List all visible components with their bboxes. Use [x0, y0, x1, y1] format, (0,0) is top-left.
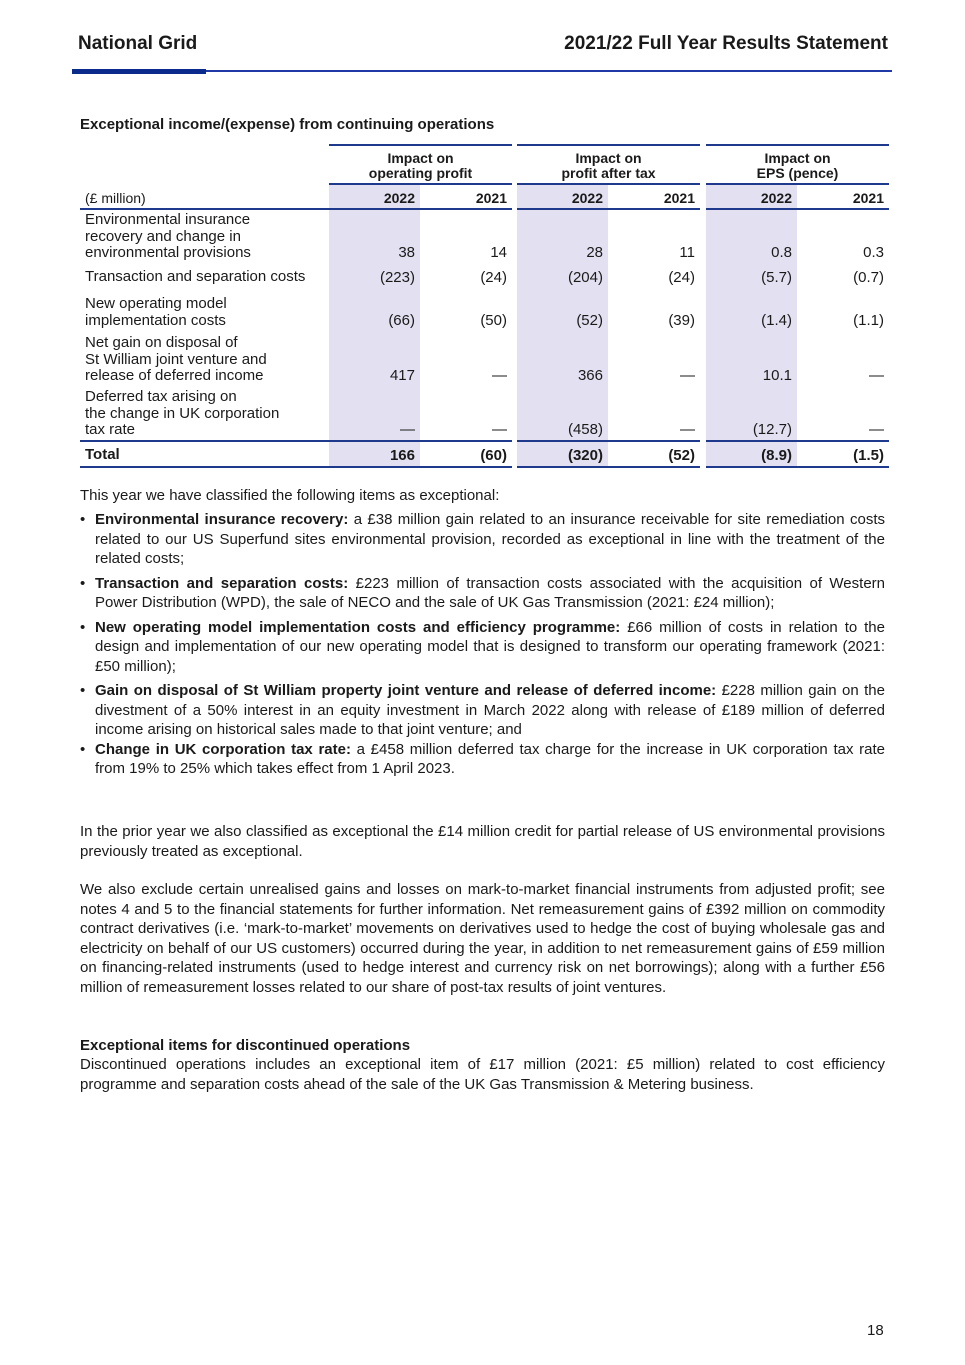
year-header: 2021	[852, 190, 884, 206]
cell-value: 417	[389, 367, 415, 384]
cell-value: —	[400, 421, 415, 438]
cell-value: 14	[490, 244, 507, 261]
group-rule-mid-3	[706, 183, 889, 185]
list-item: • New operating model implementation costs and efficiency programme: £66 million of costs in relation to the design and implementation of our new operating model that is designed to transform our operating framework (2021: £50 million);	[80, 618, 885, 675]
cell-value: —	[869, 421, 884, 438]
cell-value: (1.4)	[761, 312, 792, 329]
intro-paragraph: This year we have classified the following items as exceptional:	[80, 487, 500, 504]
cell-value: (223)	[379, 269, 415, 286]
cell-value: (5.7)	[761, 269, 792, 286]
row-label: New operating model implementation costs	[85, 295, 227, 329]
bullet-icon: •	[80, 574, 86, 592]
cell-value: 38	[398, 244, 415, 261]
table-title: Exceptional income/(expense) from continuing operations	[80, 116, 495, 133]
list-item: • Change in UK corporation tax rate: a £458 million deferred tax charge for the increase in UK corporation tax rate from 19% to 25% which takes effect from 1 April 2023.	[80, 740, 885, 777]
cell-value: 11	[679, 244, 695, 261]
cell-value: (39)	[668, 312, 695, 329]
total-value: (60)	[480, 447, 507, 464]
cell-value: (24)	[480, 269, 507, 286]
unit-label: (£ million)	[85, 190, 146, 206]
total-value: (52)	[668, 447, 695, 464]
header-rule-accent	[72, 69, 206, 74]
cell-value: —	[492, 421, 507, 438]
company-name: National Grid	[78, 33, 198, 54]
cell-value: (204)	[567, 269, 603, 286]
total-value: 166	[389, 447, 415, 464]
cell-value: 28	[586, 244, 603, 261]
total-top-rule	[80, 440, 512, 442]
total-top-rule	[706, 440, 889, 442]
cell-value: (24)	[668, 269, 695, 286]
header-bottom-rule	[80, 208, 512, 210]
group-header-profit-after-tax: Impact on profit after tax	[561, 150, 656, 181]
cell-value: (50)	[480, 312, 507, 329]
header-bottom-rule	[706, 208, 889, 210]
year-header: 2022	[760, 190, 792, 206]
list-item: • Transaction and separation costs: £223 million of transaction costs associated with the acquisition of Western Power Distribution (WPD), the sale of NECO and the sale of UK Gas Transmission (2021: £24 million);	[80, 574, 885, 611]
year-header: 2022	[383, 190, 415, 206]
bullet-icon: •	[80, 682, 86, 699]
cell-value: 10.1	[762, 367, 792, 384]
year-header: 2022	[571, 190, 603, 206]
row-label: Transaction and separation costs	[85, 268, 306, 285]
cell-value: —	[680, 367, 695, 384]
total-bottom-rule	[517, 466, 700, 468]
discontinued-heading: Exceptional items for discontinued operations	[80, 1037, 411, 1054]
total-value: (1.5)	[853, 447, 884, 464]
bullet-icon: •	[80, 740, 86, 758]
cell-value: (52)	[576, 312, 603, 329]
total-value: (8.9)	[761, 447, 792, 464]
total-value: (320)	[567, 447, 603, 464]
total-bottom-rule	[80, 466, 512, 468]
cell-value: —	[492, 367, 507, 384]
cell-value: (1.1)	[853, 312, 884, 329]
cell-value: 0.3	[863, 244, 884, 261]
cell-value: (0.7)	[853, 269, 884, 286]
total-bottom-rule	[706, 466, 889, 468]
year-header: 2021	[475, 190, 507, 206]
bullet-icon: •	[80, 511, 86, 528]
group-header-eps: Impact on EPS (pence)	[756, 150, 839, 181]
cell-value: 366	[577, 367, 603, 384]
mark-to-market-paragraph: We also exclude certain unrealised gains and losses on mark-to-market financial instruments from adjusted profit; see notes 4 and 5 to the financial statements for further information. Net remeasurement gains of £392 million on commodity contract derivatives (i.e. ‘mark-to-market’ movements on derivatives used to hedge the cost of buying wholesale gas and electricity on behalf of our US customers) occurred during the year, in addition to net remeasurement gains of £59 million on financing-related instruments (used to hedge interest and currency risk on net borrowings); along with a further £56 million of remeasurement losses related to our share of post-tax results of joint ventures.	[80, 881, 885, 996]
group-rule-mid-1	[329, 183, 512, 185]
row-label: Environmental insurance recovery and change in environmental provisions	[85, 211, 251, 261]
year-header: 2021	[663, 190, 695, 206]
document-title: 2021/22 Full Year Results Statement	[564, 33, 888, 54]
page-header	[78, 33, 888, 57]
cell-value: (458)	[567, 421, 603, 438]
total-top-rule	[517, 440, 700, 442]
page-number: 18	[867, 1322, 884, 1339]
exceptional-items-list	[80, 510, 885, 784]
list-item: • Environmental insurance recovery: a £38 million gain related to an insurance receivable for site remediation costs related to our US Superfund sites environmental provision, recorded as exceptional in line with the treatment of the related costs;	[80, 511, 885, 567]
cell-value: (66)	[388, 312, 415, 329]
group-rule-top-2	[517, 144, 700, 146]
cell-value: (12.7)	[752, 421, 792, 438]
prior-year-paragraph: In the prior year we also classified as exceptional the £14 million credit for partial release of US environmental provisions previously treated as exceptional.	[80, 823, 885, 860]
total-label: Total	[85, 446, 120, 463]
bullet-icon: •	[80, 618, 86, 636]
group-rule-top-3	[706, 144, 889, 146]
group-rule-top-1	[329, 144, 512, 146]
row-label: Net gain on disposal of St William joint venture and release of deferred income	[85, 334, 267, 384]
header-bottom-rule	[517, 208, 700, 210]
list-item: • Gain on disposal of St William property joint venture and release of deferred income: £228 million gain on the divestment of a 50% interest in an equity investment in March 2022 along with release of £189 million of deferred income arising on historical sales made to that joint venture; and	[80, 682, 885, 738]
row-label: Deferred tax arising on the change in UK corporation tax rate	[85, 388, 280, 438]
group-header-operating-profit: Impact on operating profit	[368, 150, 473, 181]
cell-value: —	[869, 367, 884, 384]
cell-value: —	[680, 421, 695, 438]
cell-value: 0.8	[771, 244, 792, 261]
group-rule-mid-2	[517, 183, 700, 185]
discontinued-paragraph: Discontinued operations includes an exceptional item of £17 million (2021: £5 million) related to cost efficiency programme and separation costs ahead of the sale of the UK Gas Transmission & Metering business.	[80, 1056, 885, 1093]
